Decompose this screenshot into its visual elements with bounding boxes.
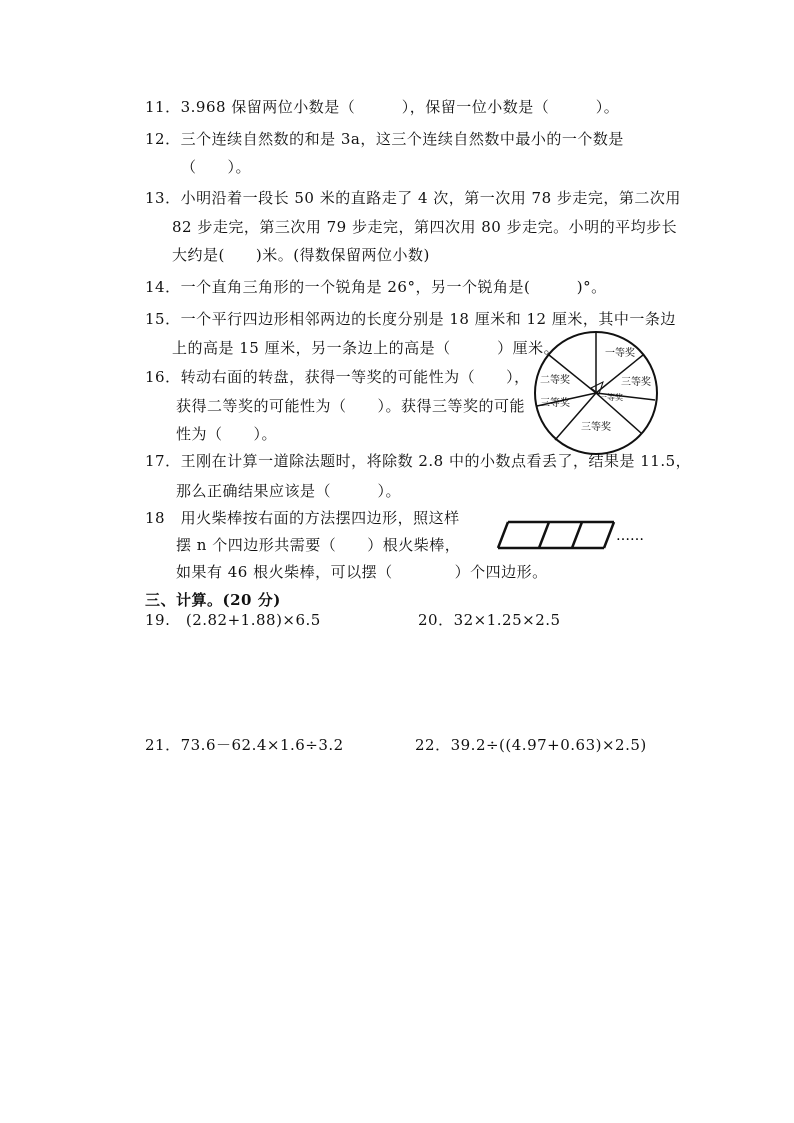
question-16-line-3: 性为（ ）。 (176, 425, 278, 443)
question-22: 22．39.2÷((4.97+0.63)×2.5) (415, 736, 647, 754)
matchstick-parallelograms (496, 518, 656, 552)
question-18-line-1: 18 用火柴棒按右面的方法摆四边形，照这样 (145, 509, 460, 527)
question-13-line-3: 大约是( )米。(得数保留两位小数) (172, 246, 430, 264)
matchstick-ellipsis: …… (616, 528, 644, 544)
question-20: 20．32×1.25×2.5 (418, 611, 561, 629)
question-13-line-2: 82 步走完，第三次用 79 步走完，第四次用 80 步走完。小明的平均步长 (172, 218, 678, 236)
question-16-line-2: 获得二等奖的可能性为（ ）。获得三等奖的可能 (176, 397, 526, 415)
question-12-line-1: 12．三个连续自然数的和是 3a，这三个连续自然数中最小的一个数是 (145, 130, 624, 148)
question-11: 11．3.968 保留两位小数是（ ），保留一位小数是（ ）。 (145, 98, 620, 116)
question-17-line-2: 那么正确结果应该是（ ）。 (176, 482, 402, 500)
question-19: 19. (2.82+1.88)×6.5 (145, 611, 321, 629)
section-3-heading: 三、计算。(20 分) (145, 591, 281, 609)
question-12-line-2: （ ）。 (181, 158, 252, 176)
question-13-line-1: 13．小明沿着一段长 50 米的直路走了 4 次，第一次用 78 步走完，第二次用 (145, 189, 681, 207)
question-15-line-2: 上的高是 15 厘米，另一条边上的高是（ ）厘米。 (172, 339, 560, 357)
question-17-line-1: 17．王刚在计算一道除法题时，将除数 2.8 中的小数点看丢了，结果是 11.5， (145, 452, 692, 470)
question-14: 14．一个直角三角形的一个锐角是 26°，另一个锐角是( )°。 (145, 278, 607, 296)
question-18-line-2: 摆 n 个四边形共需要（ ）根火柴棒， (176, 536, 461, 554)
spinner-label-third-prize-left: 三等奖 (540, 398, 570, 409)
question-18-line-3: 如果有 46 根火柴棒，可以摆（ ）个四边形。 (176, 563, 548, 581)
question-16-line-1: 16．转动右面的转盘，获得一等奖的可能性为（ ）， (145, 368, 530, 386)
question-15-line-1: 15．一个平行四边形相邻两边的长度分别是 18 厘米和 12 厘米，其中一条边 (145, 310, 676, 328)
spinner-label-second-prize: 二等奖 (540, 375, 570, 386)
spinner-label-third-prize-bottom: 三等奖 (581, 422, 611, 433)
spinner-label-first-prize-small: 一等奖 (599, 393, 623, 402)
spinner-label-first-prize: 一等奖 (605, 348, 635, 359)
question-21: 21．73.6－62.4×1.6÷3.2 (145, 736, 344, 754)
prize-spinner (533, 330, 659, 456)
spinner-label-third-prize-right: 三等奖 (621, 377, 651, 388)
